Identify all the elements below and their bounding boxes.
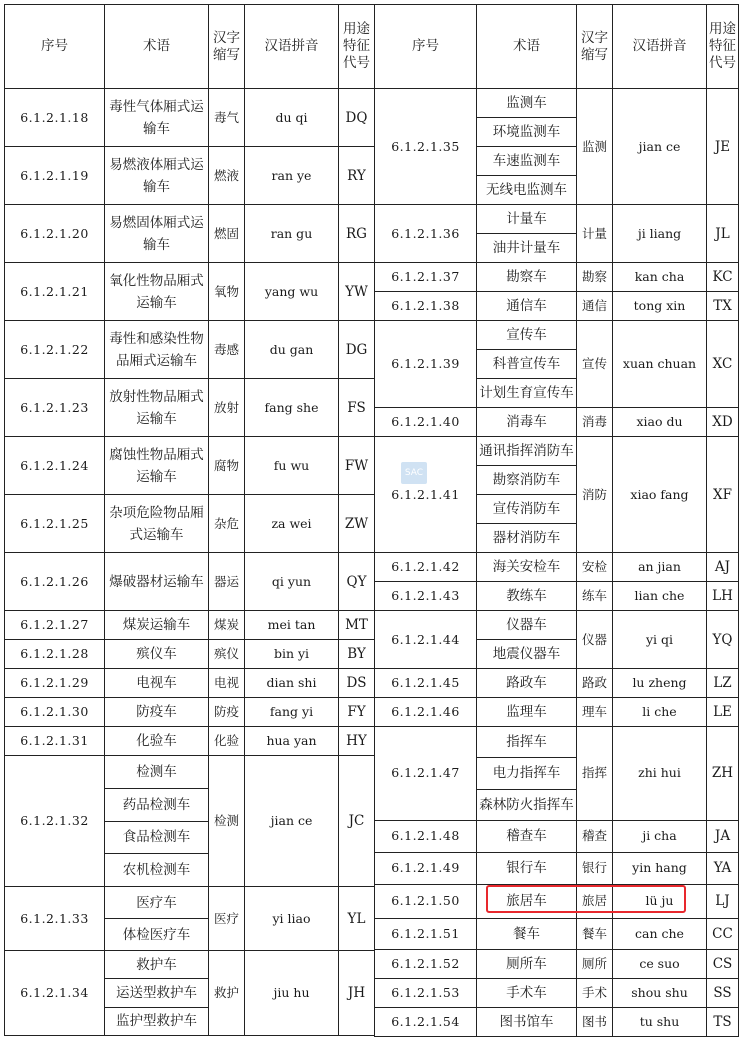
- abbr-cell: 化验: [209, 727, 245, 756]
- abbr-cell: 毒感: [209, 321, 245, 379]
- term-cell: 消毒车: [477, 408, 577, 437]
- header-term: 术语: [477, 5, 577, 89]
- abbr-cell: 路政: [577, 669, 613, 698]
- seq-cell: 6.1.2.1.51: [375, 918, 477, 949]
- term-cell: 厕所车: [477, 949, 577, 978]
- code-cell: RY: [339, 147, 375, 205]
- pinyin-cell: can che: [613, 918, 707, 949]
- pinyin-cell: ran gu: [245, 205, 339, 263]
- term-cell: 电力指挥车: [477, 758, 577, 789]
- code-cell: TS: [707, 1007, 739, 1036]
- abbr-cell: 腐物: [209, 437, 245, 495]
- abbr-cell: 安检: [577, 553, 613, 582]
- code-cell: DG: [339, 321, 375, 379]
- pinyin-cell: yang wu: [245, 263, 339, 321]
- table-row: [5, 640, 375, 669]
- seq-cell: 6.1.2.1.53: [375, 978, 477, 1007]
- header-pinyin: 汉语拼音: [245, 5, 339, 89]
- code-cell: QY: [339, 553, 375, 611]
- code-cell: FS: [339, 379, 375, 437]
- seq-cell: 6.1.2.1.18: [5, 89, 105, 147]
- pinyin-cell: hua yan: [245, 727, 339, 756]
- term-cell: 杂项危险物品厢式运输车: [105, 495, 209, 553]
- code-cell: JL: [707, 205, 739, 263]
- term-cell: 腐蚀性物品厢式运输车: [105, 437, 209, 495]
- seq-cell: 6.1.2.1.38: [375, 292, 477, 321]
- abbr-cell: 电视: [209, 669, 245, 698]
- pinyin-cell: shou shu: [613, 978, 707, 1007]
- abbr-cell: 器运: [209, 553, 245, 611]
- seq-cell: 6.1.2.1.25: [5, 495, 105, 553]
- header-seq: 序号: [5, 5, 105, 89]
- abbr-cell: 通信: [577, 292, 613, 321]
- code-cell: YQ: [707, 611, 739, 669]
- code-cell: RG: [339, 205, 375, 263]
- pinyin-cell: li che: [613, 698, 707, 727]
- seq-cell: 6.1.2.1.36: [375, 205, 477, 263]
- table-row: [375, 408, 739, 437]
- code-cell: JC: [339, 756, 375, 887]
- table-row: [375, 1007, 739, 1036]
- term-cell: 氧化性物品厢式运输车: [105, 263, 209, 321]
- watermark-logo: SAC: [401, 462, 427, 484]
- code-cell: YA: [707, 852, 739, 884]
- term-cell: 监理车: [477, 698, 577, 727]
- term-cell: 宣传车: [477, 321, 577, 350]
- code-cell: KC: [707, 263, 739, 292]
- term-cell: 旅居车: [477, 884, 577, 918]
- term-cell: 勘察车: [477, 263, 577, 292]
- abbr-cell: 仪器: [577, 611, 613, 669]
- term-cell: 通讯指挥消防车: [477, 437, 577, 466]
- term-cell: 餐车: [477, 918, 577, 949]
- code-cell: XC: [707, 321, 739, 408]
- term-cell: 运送型救护车: [105, 979, 209, 1007]
- code-cell: YL: [339, 887, 375, 951]
- term-cell: 图书馆车: [477, 1007, 577, 1036]
- abbr-cell: 图书: [577, 1007, 613, 1036]
- term-cell: 科普宣传车: [477, 350, 577, 379]
- seq-cell: 6.1.2.1.48: [375, 820, 477, 852]
- pinyin-cell: tu shu: [613, 1007, 707, 1036]
- term-cell: 医疗车: [105, 887, 209, 919]
- table-row: [5, 553, 375, 611]
- code-cell: JE: [707, 89, 739, 205]
- term-cell: 毒性气体厢式运输车: [105, 89, 209, 147]
- code-cell: YW: [339, 263, 375, 321]
- code-cell: TX: [707, 292, 739, 321]
- code-cell: ZW: [339, 495, 375, 553]
- term-cell: 勘察消防车: [477, 466, 577, 495]
- term-cell: 教练车: [477, 582, 577, 611]
- term-cell: 稽查车: [477, 820, 577, 852]
- seq-cell: 6.1.2.1.47: [375, 727, 477, 821]
- header-code: 用途特征代号: [707, 5, 739, 89]
- seq-cell: 6.1.2.1.19: [5, 147, 105, 205]
- abbr-cell: 厕所: [577, 949, 613, 978]
- code-cell: LH: [707, 582, 739, 611]
- abbr-cell: 监测: [577, 89, 613, 205]
- seq-cell: 6.1.2.1.42: [375, 553, 477, 582]
- term-cell: 毒性和感染性物品厢式运输车: [105, 321, 209, 379]
- term-cell: 海关安检车: [477, 553, 577, 582]
- seq-cell: 6.1.2.1.33: [5, 887, 105, 951]
- abbr-cell: 消防: [577, 437, 613, 553]
- table-row: [5, 263, 375, 321]
- seq-cell: 6.1.2.1.46: [375, 698, 477, 727]
- code-cell: BY: [339, 640, 375, 669]
- table-row: [375, 321, 739, 350]
- pinyin-cell: fang she: [245, 379, 339, 437]
- seq-cell: 6.1.2.1.49: [375, 852, 477, 884]
- pinyin-cell: jiu hu: [245, 951, 339, 1036]
- term-cell: 器材消防车: [477, 524, 577, 553]
- term-cell: 农机检测车: [105, 854, 209, 887]
- table-row: [5, 147, 375, 205]
- table-row: [375, 852, 739, 884]
- pinyin-cell: yi liao: [245, 887, 339, 951]
- table-row: [5, 756, 375, 789]
- table-row: [375, 437, 739, 466]
- seq-cell: 6.1.2.1.35: [375, 89, 477, 205]
- term-cell: 指挥车: [477, 727, 577, 758]
- abbr-cell: 指挥: [577, 727, 613, 821]
- code-cell: XF: [707, 437, 739, 553]
- seq-cell: 6.1.2.1.24: [5, 437, 105, 495]
- left-term-table: [4, 4, 375, 1036]
- seq-cell: 6.1.2.1.20: [5, 205, 105, 263]
- table-row: [375, 89, 739, 118]
- term-cell: 监护型救护车: [105, 1007, 209, 1035]
- abbr-cell: 氧物: [209, 263, 245, 321]
- seq-cell: 6.1.2.1.54: [375, 1007, 477, 1036]
- header-abbr: 汉字缩写: [577, 5, 613, 89]
- pinyin-cell: zhi hui: [613, 727, 707, 821]
- pinyin-cell: du qi: [245, 89, 339, 147]
- term-cell: 车速监测车: [477, 147, 577, 176]
- table-row: [375, 918, 739, 949]
- pinyin-cell: lian che: [613, 582, 707, 611]
- header-abbr: 汉字缩写: [209, 5, 245, 89]
- pinyin-cell: ji liang: [613, 205, 707, 263]
- table-row: [5, 887, 375, 919]
- code-cell: HY: [339, 727, 375, 756]
- table-row: [375, 820, 739, 852]
- pinyin-cell: dian shi: [245, 669, 339, 698]
- code-cell: DS: [339, 669, 375, 698]
- term-cell: 环境监测车: [477, 118, 577, 147]
- code-cell: MT: [339, 611, 375, 640]
- abbr-cell: 放射: [209, 379, 245, 437]
- code-cell: AJ: [707, 553, 739, 582]
- abbr-cell: 杂危: [209, 495, 245, 553]
- term-cell: 煤炭运输车: [105, 611, 209, 640]
- term-cell: 通信车: [477, 292, 577, 321]
- pinyin-cell: qi yun: [245, 553, 339, 611]
- term-cell: 路政车: [477, 669, 577, 698]
- term-cell: 化验车: [105, 727, 209, 756]
- term-cell: 油井计量车: [477, 234, 577, 263]
- term-cell: 救护车: [105, 951, 209, 979]
- seq-cell: 6.1.2.1.40: [375, 408, 477, 437]
- table-row: [5, 727, 375, 756]
- abbr-cell: 燃液: [209, 147, 245, 205]
- abbr-cell: 燃固: [209, 205, 245, 263]
- term-cell: 检测车: [105, 756, 209, 789]
- abbr-cell: 防疫: [209, 698, 245, 727]
- table-row: [375, 611, 739, 640]
- seq-cell: 6.1.2.1.21: [5, 263, 105, 321]
- code-cell: XD: [707, 408, 739, 437]
- code-cell: JA: [707, 820, 739, 852]
- table-row: [5, 437, 375, 495]
- table-row: [375, 978, 739, 1007]
- header-seq: 序号: [375, 5, 477, 89]
- pinyin-cell: xiao fang: [613, 437, 707, 553]
- abbr-cell: 计量: [577, 205, 613, 263]
- code-cell: SS: [707, 978, 739, 1007]
- term-cell: 宣传消防车: [477, 495, 577, 524]
- table-row: [375, 263, 739, 292]
- abbr-cell: 餐车: [577, 918, 613, 949]
- abbr-cell: 手术: [577, 978, 613, 1007]
- abbr-cell: 宣传: [577, 321, 613, 408]
- abbr-cell: 银行: [577, 852, 613, 884]
- seq-cell: 6.1.2.1.52: [375, 949, 477, 978]
- table-row: [5, 89, 375, 147]
- code-cell: DQ: [339, 89, 375, 147]
- table-row: [5, 951, 375, 979]
- pinyin-cell: kan cha: [613, 263, 707, 292]
- table-row: [5, 379, 375, 437]
- term-cell: 电视车: [105, 669, 209, 698]
- seq-cell: 6.1.2.1.45: [375, 669, 477, 698]
- header-row: [375, 5, 739, 89]
- abbr-cell: 医疗: [209, 887, 245, 951]
- header-term: 术语: [105, 5, 209, 89]
- table-row: [5, 321, 375, 379]
- term-cell: 计量车: [477, 205, 577, 234]
- table-row: [5, 205, 375, 263]
- table-row: [5, 611, 375, 640]
- term-cell: 手术车: [477, 978, 577, 1007]
- table-row: [375, 205, 739, 234]
- table-row: [375, 582, 739, 611]
- abbr-cell: 练车: [577, 582, 613, 611]
- seq-cell: 6.1.2.1.22: [5, 321, 105, 379]
- table-row: [375, 292, 739, 321]
- term-cell: 监测车: [477, 89, 577, 118]
- seq-cell: 6.1.2.1.23: [5, 379, 105, 437]
- seq-cell: 6.1.2.1.26: [5, 553, 105, 611]
- term-cell: 殡仪车: [105, 640, 209, 669]
- seq-cell: 6.1.2.1.27: [5, 611, 105, 640]
- term-cell: 易燃固体厢式运输车: [105, 205, 209, 263]
- seq-cell: 6.1.2.1.39: [375, 321, 477, 408]
- pinyin-cell: jian ce: [613, 89, 707, 205]
- pinyin-cell: xuan chuan: [613, 321, 707, 408]
- code-cell: CS: [707, 949, 739, 978]
- pinyin-cell: lü ju: [613, 884, 707, 918]
- term-cell: 易燃液体厢式运输车: [105, 147, 209, 205]
- pinyin-cell: yin hang: [613, 852, 707, 884]
- seq-cell: 6.1.2.1.43: [375, 582, 477, 611]
- pinyin-cell: an jian: [613, 553, 707, 582]
- seq-cell: 6.1.2.1.29: [5, 669, 105, 698]
- seq-cell: 6.1.2.1.41: [375, 437, 477, 553]
- abbr-cell: 救护: [209, 951, 245, 1036]
- seq-cell: 6.1.2.1.37: [375, 263, 477, 292]
- table-row: [5, 669, 375, 698]
- term-cell: 银行车: [477, 852, 577, 884]
- term-cell: 放射性物品厢式运输车: [105, 379, 209, 437]
- abbr-cell: 殡仪: [209, 640, 245, 669]
- pinyin-cell: yi qi: [613, 611, 707, 669]
- pinyin-cell: xiao du: [613, 408, 707, 437]
- code-cell: FY: [339, 698, 375, 727]
- code-cell: LE: [707, 698, 739, 727]
- code-cell: LJ: [707, 884, 739, 918]
- seq-cell: 6.1.2.1.31: [5, 727, 105, 756]
- header-code: 用途特征代号: [339, 5, 375, 89]
- abbr-cell: 稽查: [577, 820, 613, 852]
- table-row: [375, 727, 739, 758]
- term-cell: 药品检测车: [105, 788, 209, 821]
- pinyin-cell: bin yi: [245, 640, 339, 669]
- table-row: [5, 495, 375, 553]
- pinyin-cell: fang yi: [245, 698, 339, 727]
- table-row: [375, 669, 739, 698]
- term-cell: 防疫车: [105, 698, 209, 727]
- code-cell: FW: [339, 437, 375, 495]
- code-cell: ZH: [707, 727, 739, 821]
- header-row: [5, 5, 375, 89]
- pinyin-cell: lu zheng: [613, 669, 707, 698]
- abbr-cell: 消毒: [577, 408, 613, 437]
- seq-cell: 6.1.2.1.50: [375, 884, 477, 918]
- term-cell: 计划生育宣传车: [477, 379, 577, 408]
- table-row: [375, 698, 739, 727]
- right-term-table: [374, 4, 739, 1037]
- header-pinyin: 汉语拼音: [613, 5, 707, 89]
- code-cell: LZ: [707, 669, 739, 698]
- pinyin-cell: ce suo: [613, 949, 707, 978]
- term-cell: 仪器车: [477, 611, 577, 640]
- term-cell: 体检医疗车: [105, 919, 209, 951]
- table-row: [375, 949, 739, 978]
- table-row: [5, 698, 375, 727]
- abbr-cell: 理车: [577, 698, 613, 727]
- pinyin-cell: mei tan: [245, 611, 339, 640]
- abbr-cell: 检测: [209, 756, 245, 887]
- term-cell: 食品检测车: [105, 821, 209, 854]
- seq-cell: 6.1.2.1.30: [5, 698, 105, 727]
- table-row: [375, 553, 739, 582]
- seq-cell: 6.1.2.1.44: [375, 611, 477, 669]
- abbr-cell: 煤炭: [209, 611, 245, 640]
- abbr-cell: 勘察: [577, 263, 613, 292]
- pinyin-cell: tong xin: [613, 292, 707, 321]
- pinyin-cell: ji cha: [613, 820, 707, 852]
- code-cell: JH: [339, 951, 375, 1036]
- pinyin-cell: fu wu: [245, 437, 339, 495]
- code-cell: CC: [707, 918, 739, 949]
- pinyin-cell: ran ye: [245, 147, 339, 205]
- table-row: [375, 884, 739, 918]
- abbr-cell: 毒气: [209, 89, 245, 147]
- seq-cell: 6.1.2.1.28: [5, 640, 105, 669]
- term-cell: 爆破器材运输车: [105, 553, 209, 611]
- pinyin-cell: za wei: [245, 495, 339, 553]
- seq-cell: 6.1.2.1.32: [5, 756, 105, 887]
- term-cell: 无线电监测车: [477, 176, 577, 205]
- abbr-cell: 旅居: [577, 884, 613, 918]
- pinyin-cell: jian ce: [245, 756, 339, 887]
- term-cell: 森林防火指挥车: [477, 789, 577, 820]
- term-cell: 地震仪器车: [477, 640, 577, 669]
- pinyin-cell: du gan: [245, 321, 339, 379]
- seq-cell: 6.1.2.1.34: [5, 951, 105, 1036]
